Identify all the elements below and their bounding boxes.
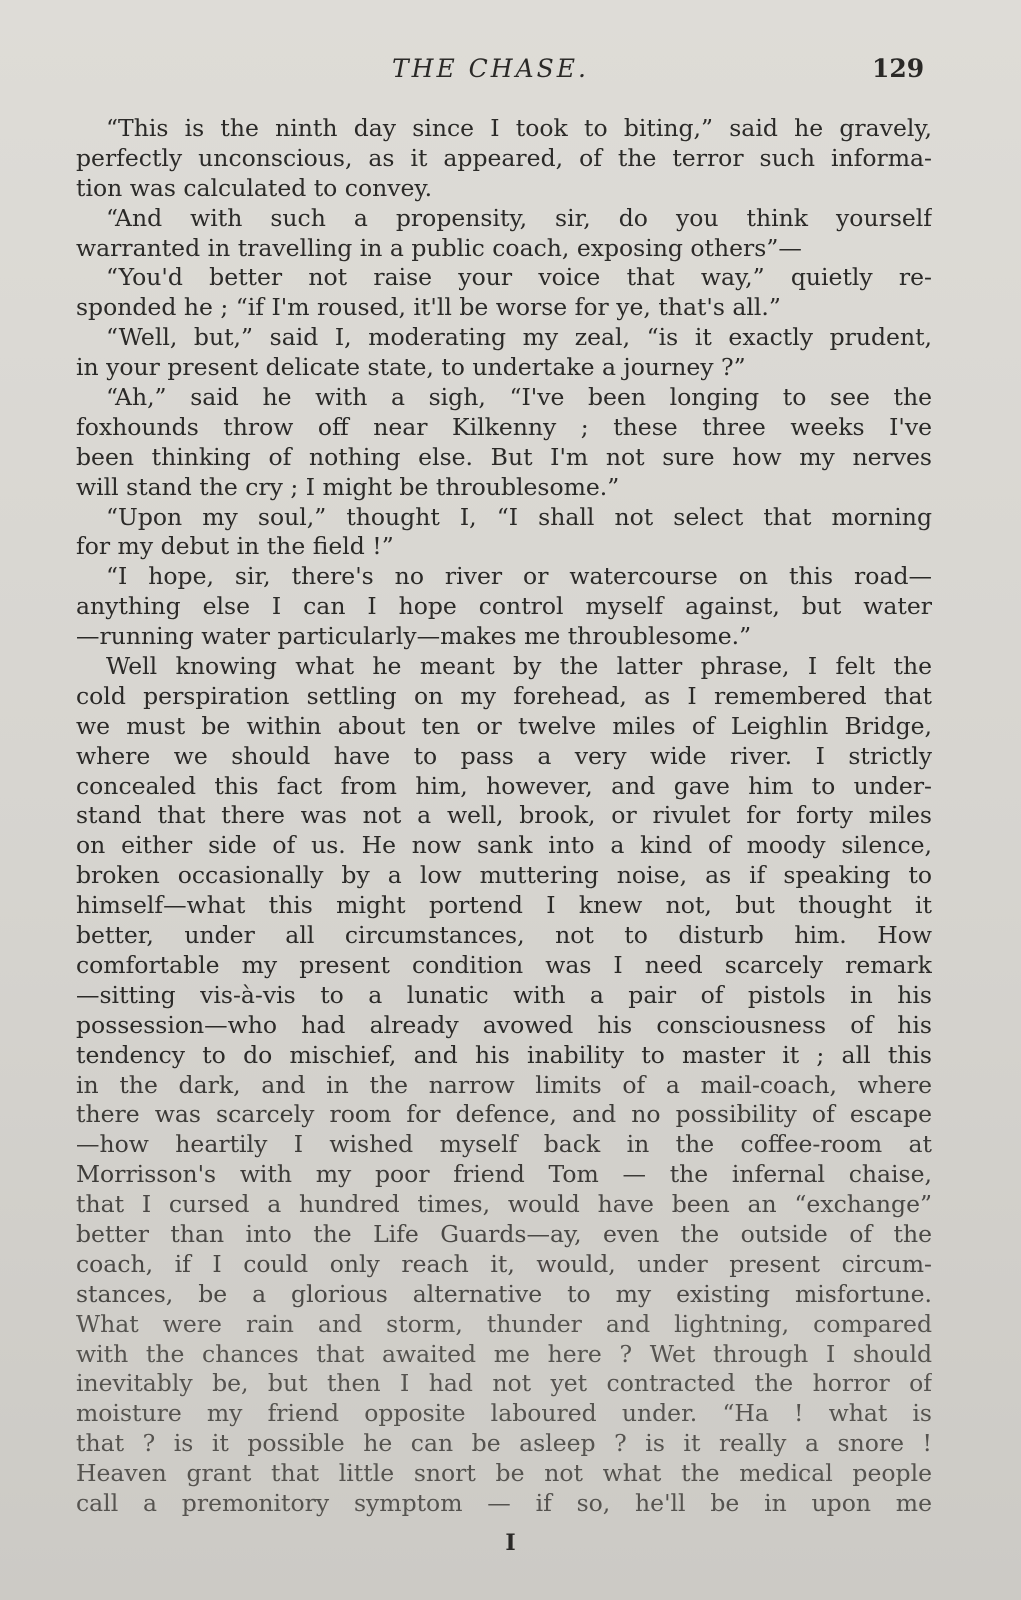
text-line: coach, if I could only reach it, would, under present circum-	[76, 1249, 932, 1278]
text-line: Well knowing what he meant by the latter phrase, I felt the	[106, 652, 932, 681]
text-line: with the chances that awaited me here ? Wet through I should	[76, 1339, 932, 1368]
text-line: sponded he ; “if I'm roused, it'll be worse for ye, that's all.”	[76, 293, 781, 322]
page-header	[0, 50, 1021, 90]
text-line: broken occasionally by a low muttering noise, as if speaking to	[76, 861, 932, 890]
text-line: warranted in travelling in a public coach, exposing others”—	[76, 233, 802, 262]
text-line: “You'd better not raise your voice that way,” quietly re-	[106, 263, 932, 292]
text-line: anything else I can I hope control myself against, but water	[76, 592, 932, 621]
signature-mark: I	[505, 1530, 516, 1556]
text-line: What were rain and storm, thunder and lightning, compared	[76, 1309, 932, 1338]
text-line: —running water particularly—makes me throublesome.”	[76, 622, 752, 651]
text-line: that I cursed a hundred times, would have been an “exchange”	[76, 1190, 932, 1219]
text-line: “Ah,” said he with a sigh, “I've been longing to see the	[106, 383, 932, 412]
running-title: THE CHASE.	[392, 54, 589, 83]
text-line: comfortable my present condition was I need scarcely remark	[76, 950, 932, 979]
text-line: better than into the Life Guards—ay, even the outside of the	[76, 1219, 932, 1248]
text-line: —sitting vis-à-vis to a lunatic with a pair of pistols in his	[76, 980, 932, 1009]
text-line: in the dark, and in the narrow limits of a mail-coach, where	[76, 1070, 932, 1099]
text-line: tendency to do mischief, and his inability to master it ; all this	[76, 1040, 932, 1069]
text-line: “And with such a propensity, sir, do you think yourself	[106, 203, 932, 232]
text-line: better, under all circumstances, not to disturb him. How	[76, 921, 932, 950]
text-line: “Well, but,” said I, moderating my zeal, “is it exactly prudent,	[106, 323, 932, 352]
text-line: call a premonitory symptom — if so, he'll be in upon me	[76, 1488, 932, 1517]
text-line: will stand the cry ; I might be throublesome.”	[76, 472, 620, 501]
text-line: possession—who had already avowed his consciousness of his	[76, 1010, 932, 1039]
text-line: there was scarcely room for defence, and no possibility of escape	[76, 1100, 932, 1129]
text-line: himself—what this might portend I knew not, but thought it	[76, 891, 932, 920]
text-line: inevitably be, but then I had not yet contracted the horror of	[76, 1369, 932, 1398]
text-line: stand that there was not a well, brook, or rivulet for forty miles	[76, 801, 932, 830]
text-line: cold perspiration settling on my forehead, as I remembered that	[76, 681, 932, 710]
text-line: concealed this fact from him, however, and gave him to under-	[76, 771, 932, 800]
text-line: that ? is it possible he can be asleep ? is it really a snore !	[76, 1429, 932, 1458]
body-text	[76, 114, 932, 1519]
text-line: on either side of us. He now sank into a kind of moody silence,	[76, 831, 932, 860]
text-line: Heaven grant that little snort be not what the medical people	[76, 1459, 932, 1488]
text-line: foxhounds throw off near Kilkenny ; these three weeks I've	[76, 412, 932, 441]
text-line: moisture my friend opposite laboured under. “Ha ! what is	[76, 1399, 932, 1428]
text-line: tion was calculated to convey.	[76, 173, 433, 202]
page-number: 129	[872, 54, 925, 83]
text-line: —how heartily I wished myself back in the coffee-room at	[76, 1130, 932, 1159]
text-line: stances, be a glorious alternative to my existing misfortune.	[76, 1279, 932, 1308]
text-line: for my debut in the field !”	[76, 532, 394, 561]
text-line: been thinking of nothing else. But I'm not sure how my nerves	[76, 442, 932, 471]
text-line: Morrisson's with my poor friend Tom — the infernal chaise,	[76, 1160, 932, 1189]
text-line: “This is the ninth day since I took to biting,” said he gravely,	[106, 114, 932, 142]
text-line: we must be within about ten or twelve miles of Leighlin Bridge,	[76, 711, 932, 740]
text-line: “Upon my soul,” thought I, “I shall not select that morning	[106, 502, 932, 531]
text-line: perfectly unconscious, as it appeared, of the terror such informa-	[76, 143, 932, 172]
text-line: in your present delicate state, to undertake a journey ?”	[76, 353, 746, 382]
text-line: where we should have to pass a very wide river. I strictly	[76, 741, 932, 770]
text-line: “I hope, sir, there's no river or watercourse on this road—	[106, 562, 932, 591]
